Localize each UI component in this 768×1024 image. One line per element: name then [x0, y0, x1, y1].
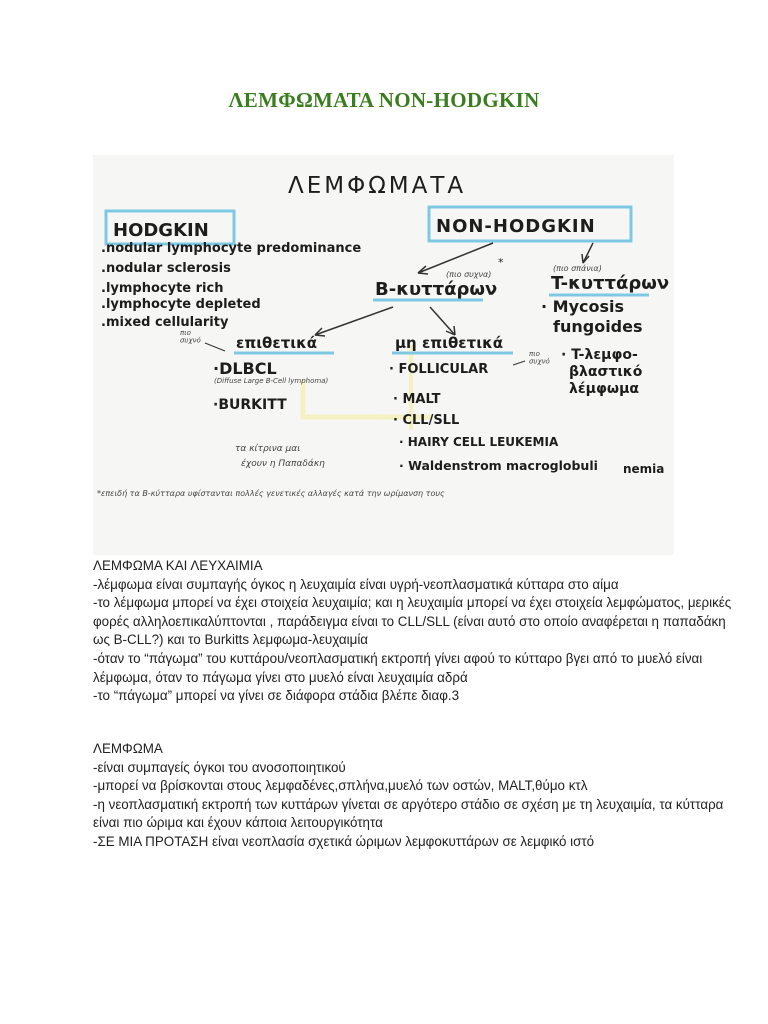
- indolent-item: · MALT: [393, 392, 441, 407]
- diagram-svg: [93, 155, 674, 555]
- aggressive-note-arrow: [205, 343, 225, 351]
- b-cell-arrows: [315, 307, 455, 336]
- indolent-note: πιο συχνό: [529, 350, 550, 366]
- diagram-footnote: *επειδή τα Β-κύτταρα υφίστανται πολλές γενετικές αλλαγές κατά την ωρίμανση τους: [97, 489, 445, 498]
- b-cell-label: B-κυττάρων: [375, 279, 498, 300]
- lymphoma-diagram-scan: [93, 155, 674, 555]
- indolent-note-arrow: [513, 361, 525, 365]
- t-cell-item: λέμφωμα: [569, 381, 639, 397]
- hodgkin-label: HODGKIN: [113, 220, 209, 241]
- hodgkin-item: .nodular lymphocyte predominance: [101, 241, 362, 256]
- hodgkin-item: .nodular sclerosis: [101, 261, 231, 276]
- page-title: ΛΕΜΦΩΜΑΤΑ NON-HODGKIN: [228, 88, 540, 112]
- section-lymphoma-and-leukemia: [93, 557, 733, 706]
- paragraph-line: -όταν το “πάγωμα” του κυττάρου/νεοπλασματική εκτροπή γίνει αφού το κύτταρο βγει από το μυελό είναι λέμφωμα, όταν το πάγωμα γίνει στο μυελό είναι λευχαιμία αδρά: [93, 650, 703, 685]
- aside-note: τα κίτρινα μαι: [235, 444, 301, 454]
- aggressive-item: ·DLBCL: [213, 359, 277, 378]
- t-cell-item: · Mycosis: [541, 297, 625, 316]
- aggressive-item-detail: (Diffuse Large B-Cell lymphoma): [214, 377, 329, 385]
- t-cell-item: βλαστικό: [569, 364, 643, 380]
- aggressive-label: επιθετικά: [236, 334, 318, 352]
- aggressive-note: πιο συχνό: [180, 329, 201, 345]
- t-cell-item: · T-λεμφο-: [561, 347, 638, 363]
- aside-note: έχουν η Παπαδάκη: [241, 459, 325, 469]
- hodgkin-item: .lymphocyte depleted: [101, 297, 261, 312]
- paragraph-line: -λέμφωμα είναι συμπαγής όγκος η λευχαιμία είναι υγρή-νεοπλασματικά κύτταρα στο αίμα: [93, 576, 619, 592]
- indolent-item: nemia: [623, 462, 665, 476]
- t-cell-item: fungoides: [553, 317, 643, 336]
- indolent-label: μη επιθετικά: [395, 334, 504, 352]
- paragraph-line: -η νεοπλασματική εκτροπή των κυττάρων γίνεται σε αργότερο στάδιο σε σχέση με τη λευχαιμία, τα κύτταρα είναι πιο ώριμα και έχουν κάποια λειτουργικότητα: [93, 796, 724, 831]
- indolent-item: · Waldenstrom macroglobuli: [399, 458, 598, 473]
- section-heading: ΛΕΜΦΩΜΑ: [93, 741, 163, 756]
- diagram-title: ΛΕΜΦΩΜΑΤΑ: [288, 173, 467, 199]
- b-cell-frequency-note: (πιο συχνα): [446, 270, 492, 279]
- hodgkin-item: .lymphocyte rich: [101, 281, 224, 296]
- t-cell-frequency-note: (πιο σπάνια): [553, 264, 602, 273]
- indolent-item: · HAIRY CELL LEUKEMIA: [399, 435, 559, 449]
- paragraph-line: -είναι συμπαγείς όγκοι του ανοσοποιητικού: [93, 759, 346, 775]
- section-lymphoma: [93, 740, 733, 852]
- paragraph-line: -ΣΕ ΜΙΑ ΠΡΟΤΑΣΗ είναι νεοπλασία σχετικά ώριμων λεμφοκυττάρων σε λεμφικό ιστό: [93, 833, 595, 849]
- non-hodgkin-label: NON-HODGKIN: [436, 216, 596, 237]
- aggressive-item: ·BURKITT: [213, 397, 287, 413]
- section-heading: ΛΕΜΦΩΜΑ ΚΑΙ ΛΕΥΧΑΙΜΙΑ: [93, 558, 263, 573]
- indolent-item: · CLL/SLL: [393, 413, 460, 428]
- paragraph-line: -το “πάγωμα” μπορεί να γίνει σε διάφορα στάδια βλέπε διαφ.3: [93, 688, 460, 704]
- b-cell-asterisk: *: [498, 256, 504, 269]
- hodgkin-item: .mixed cellularity: [101, 315, 229, 330]
- indolent-item: · FOLLICULAR: [389, 362, 489, 377]
- paragraph-line: -μπορεί να βρίσκονται στους λεμφαδένες,σπλήνα,μυελό των οστών, MALT,θύμο κτλ: [93, 778, 588, 794]
- t-cell-label: T-κυττάρων: [551, 273, 670, 294]
- paragraph-line: -το λέμφωμα μπορεί να έχει στοιχεία λευχαιμία; και η λευχαιμία μπορεί να έχει στοιχεία λεμφώματος, μερικές φορές αλληλοεπικαλύπτονται , παράδειγμα είναι το CLL/SLL (είναι αυτό στο οποίο αναφέρεται η παπαδάκη ως B-CLL?) και το Burkitts λεμφωμα-λευχαιμία: [93, 595, 732, 648]
